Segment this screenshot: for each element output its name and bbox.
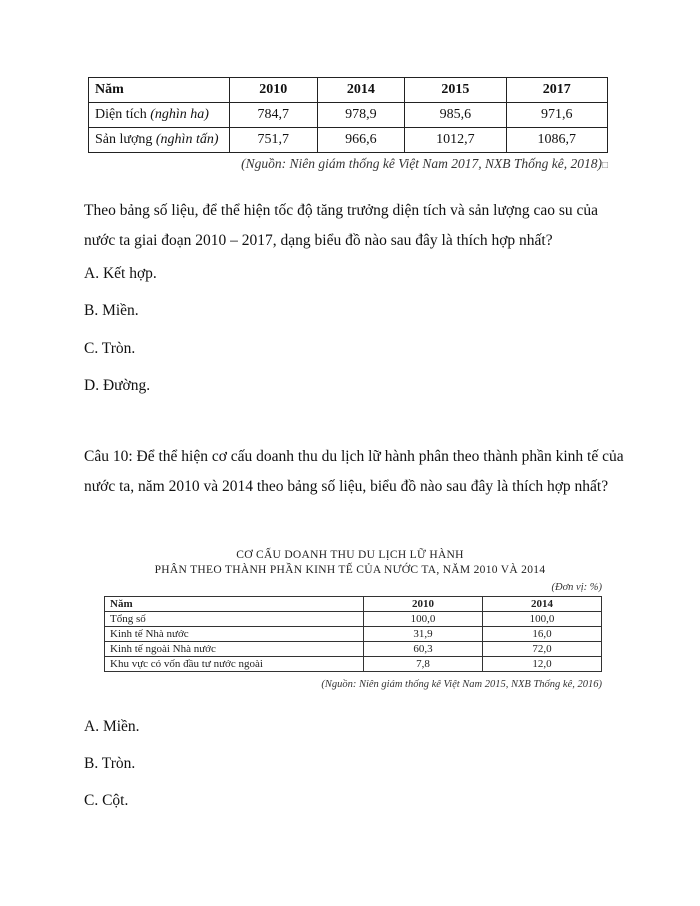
table-cell: 60,3	[364, 642, 483, 657]
header-cell: 2014	[483, 597, 602, 612]
row-label: Khu vực có vốn đầu tư nước ngoài	[105, 657, 364, 672]
row-label: Kinh tế ngoài Nhà nước	[105, 642, 364, 657]
question9-option-c: C. Tròn.	[84, 340, 136, 357]
table-cell: 985,6	[405, 103, 506, 128]
header-cell-year: Năm	[89, 78, 230, 103]
table-cell: 12,0	[483, 657, 602, 672]
question9-option-d: D. Đường.	[84, 377, 151, 394]
rubber-area-output-table	[88, 77, 608, 153]
header-cell: 2010	[230, 78, 318, 103]
table-cell: 978,9	[317, 103, 405, 128]
row-label	[89, 103, 230, 128]
header-cell: 2015	[405, 78, 506, 103]
table-row	[105, 612, 602, 627]
table-header-row	[89, 78, 608, 103]
question9-option-a: A. Kết hợp.	[84, 265, 157, 282]
table-cell: 751,7	[230, 128, 318, 153]
row-label	[89, 128, 230, 153]
table-row	[105, 642, 602, 657]
question9-text: Theo bảng số liệu, để thể hiện tốc độ tăng trưởng diện tích và sản lượng cao su của nước ta giai đoạn 2010 – 2017, dạng biểu đồ nào sau đây là thích hợp nhất?	[84, 202, 598, 249]
header-cell-year: Năm	[105, 597, 364, 612]
question10-option-a: A. Miền.	[84, 718, 140, 735]
tourism-revenue-structure-table	[104, 596, 602, 672]
table-cell: 16,0	[483, 627, 602, 642]
row-label: Tổng số	[105, 612, 364, 627]
table2-title-line1: CƠ CẤU DOANH THU DU LỊCH LỮ HÀNH	[236, 549, 464, 561]
question10-option-c: C. Cột.	[84, 792, 129, 809]
table2-source: (Nguồn: Niên giám thống kê Việt Nam 2015, NXB Thống kê, 2016)	[321, 679, 602, 690]
table-cell: 100,0	[483, 612, 602, 627]
row-unit: (nghìn ha)	[150, 107, 209, 122]
question10-option-b: B. Tròn.	[84, 755, 136, 772]
row-label-text: Sản lượng	[95, 132, 153, 147]
row-label-text: Diện tích	[95, 107, 147, 122]
source-text: (Nguồn: Niên giám thống kê Việt Nam 2017, NXB Thống kê, 2018)	[241, 156, 602, 171]
table2-unit: (Đơn vị: %)	[551, 582, 602, 593]
question10-text: Câu 10: Để thể hiện cơ cấu doanh thu du lịch lữ hành phân theo thành phần kinh tế của nước ta, năm 2010 và 2014 theo bảng số liệu, biểu đồ nào sau đây là thích hợp nhất?	[84, 448, 624, 495]
table-cell: 1012,7	[405, 128, 506, 153]
row-unit: (nghìn tấn)	[155, 132, 219, 147]
header-cell: 2017	[506, 78, 607, 103]
table-cell: 72,0	[483, 642, 602, 657]
table-row	[89, 103, 608, 128]
table-cell: 7,8	[364, 657, 483, 672]
table-cell: 100,0	[364, 612, 483, 627]
table-header-row	[105, 597, 602, 612]
table2-title-line2: PHÂN THEO THÀNH PHẦN KINH TẾ CỦA NƯỚC TA, NĂM 2010 VÀ 2014	[154, 564, 546, 576]
row-label: Kinh tế Nhà nước	[105, 627, 364, 642]
table-cell: 966,6	[317, 128, 405, 153]
table-row	[89, 128, 608, 153]
header-cell: 2010	[364, 597, 483, 612]
question9-option-b: B. Miền.	[84, 302, 139, 319]
table-cell: 971,6	[506, 103, 607, 128]
table-row	[105, 657, 602, 672]
header-cell: 2014	[317, 78, 405, 103]
table1-source	[241, 156, 608, 172]
table-row	[105, 627, 602, 642]
square-marker-icon: □	[601, 160, 608, 171]
table-cell: 784,7	[230, 103, 318, 128]
table-cell: 1086,7	[506, 128, 607, 153]
table-cell: 31,9	[364, 627, 483, 642]
